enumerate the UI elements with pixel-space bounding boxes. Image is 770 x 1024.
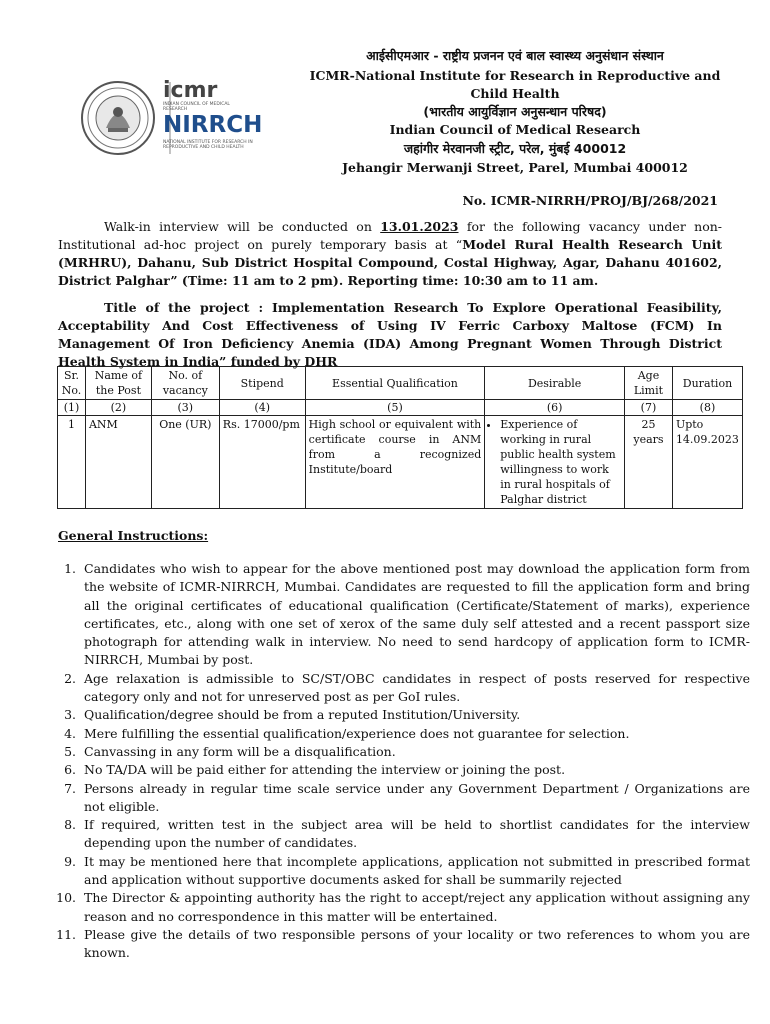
desirable-item: • Experience of working in rural public health system willingness to work in rural hospitals of Palghar district	[500, 417, 621, 507]
list-item: 7. Persons already in regular time scale service under any Government Department / Organizations are not eligible.	[80, 780, 750, 817]
list-item: 9. It may be mentioned here that incomplete applications, application not submitted in prescribed format and application without supportive documents asked for shall be summarily rejected	[80, 853, 750, 890]
header-english-line2: Indian Council of Medical Research	[389, 122, 641, 137]
header-hindi-line2: (भारतीय आयुर्विज्ञान अनुसन्धान परिषद)	[423, 104, 607, 119]
list-item: 10. The Director & appointing authority has the right to accept/reject any application without assigning any reason and no correspondence in this matter will be entertained.	[80, 889, 750, 926]
col-number: (2)	[85, 400, 151, 416]
header-vacancy: No. of vacancy	[151, 367, 219, 400]
col-number: (3)	[151, 400, 219, 416]
nirrch-subtitle: NATIONAL INSTITUTE FOR RESEARCH IN REPRODUCTIVE AND CHILD HEALTH	[163, 140, 253, 150]
icmr-subtitle: INDIAN COUNCIL OF MEDICAL RESEARCH	[163, 102, 230, 112]
cell-stipend: Rs. 17000/pm	[219, 416, 305, 509]
intro-paragraph	[58, 218, 722, 290]
header-qualification: Essential Qualification	[305, 367, 485, 400]
interview-date: 13.01.2023	[380, 219, 459, 234]
col-number: (7)	[625, 400, 673, 416]
cell-post: ANM	[85, 416, 151, 509]
list-item: 2. Age relaxation is admissible to SC/ST/OBC candidates in respect of posts reserved for respective category only and not for unreserved post as per GoI rules.	[80, 670, 750, 707]
vacancy-table	[57, 366, 743, 509]
list-item: 11. Please give the details of two responsible persons of your locality or two references to whom you are known.	[80, 926, 750, 963]
list-item: 6. No TA/DA will be paid either for attending the interview or joining the post.	[80, 761, 750, 779]
intro-venue: Model Rural Health Research Unit (MRHRU), Dahanu, Sub District Hospital Compound, Costal Highway, Agar, Dahanu 401602, District Palghar” (Time: 11 am to 2 pm). Reporting time: 10:30 am to 11 am.	[58, 237, 722, 288]
list-item: 1. Candidates who wish to appear for the above mentioned post may download the application form from the website of ICMR-NIRRCH, Mumbai. Candidates are requested to fill the application form and bring all the original certificates of educational qualification (Certificate/Statement of marks), experience certificates, etc., along with one set of xerox of the same duly self attested and a recent passport size photograph for attending walk in interview. No need to send hardcopy of application form to ICMR-NIRRCH, Mumbai by post.	[80, 560, 750, 670]
header-english-line3: Jehangir Merwanji Street, Parel, Mumbai 400012	[342, 160, 688, 175]
cell-vacancy: One (UR)	[151, 416, 219, 509]
header-english-line1: ICMR-National Institute for Research in Reproductive and Child Health	[309, 68, 721, 101]
table-number-row	[58, 400, 743, 416]
reference-number: No. ICMR-NIRRH/PROJ/BJ/268/2021	[462, 193, 718, 208]
header-age-limit: Age Limit	[625, 367, 673, 400]
nirrch-wordmark: NIRRCH	[163, 112, 263, 138]
list-item: 3. Qualification/degree should be from a reputed Institution/University.	[80, 706, 750, 724]
list-item: 4. Mere fulfilling the essential qualification/experience does not guarantee for selection.	[80, 725, 750, 743]
col-number: (5)	[305, 400, 485, 416]
instructions-list	[58, 560, 750, 963]
header-stipend: Stipend	[219, 367, 305, 400]
intro-text1: Walk-in interview will be conducted on	[104, 219, 381, 234]
icmr-wordmark: icmr	[163, 78, 218, 103]
cell-sr: 1	[58, 416, 86, 509]
header-duration: Duration	[672, 367, 742, 400]
list-item: 8. If required, written test in the subject area will be held to shortlist candidates for the interview depending upon the number of candidates.	[80, 816, 750, 853]
header-desirable: Desirable	[485, 367, 625, 400]
instructions-title: General Instructions:	[58, 528, 209, 543]
col-number: (4)	[219, 400, 305, 416]
col-number: (6)	[485, 400, 625, 416]
project-title: Title of the project : Implementation Research To Explore Operational Feasibility, Acceptability And Cost Effectiveness of Using IV Ferric Carboxy Maltose (FCM) In Management Of Iron Deficiency Anemia (IDA) Among Pregnant Women Through District Health System in India” funded by DHR	[58, 300, 722, 369]
institute-logo	[78, 78, 278, 158]
header-sr-no: Sr. No.	[58, 367, 86, 400]
cell-desirable	[485, 416, 625, 509]
header-post-name: Name of the Post	[85, 367, 151, 400]
table-row	[58, 416, 743, 509]
cell-duration: Upto 14.09.2023	[672, 416, 742, 509]
header-hindi-line1: आईसीएमआर - राष्ट्रीय प्रजनन एवं बाल स्वास्थ्य अनुसंधान संस्थान	[366, 48, 664, 63]
intro-text2: for the following vacancy under non-Institutional ad-hoc project on purely temporary basis at “	[58, 219, 722, 252]
col-number: (8)	[672, 400, 742, 416]
cell-age: 25 years	[625, 416, 673, 509]
header-hindi-line3: जहांगीर मेरवानजी स्ट्रीट, परेल, मुंबई 400012	[403, 141, 627, 156]
cell-qualification: High school or equivalent with certificate course in ANM from a recognized Institute/board	[305, 416, 485, 509]
list-item: 5. Canvassing in any form will be a disqualification.	[80, 743, 750, 761]
table-header-row	[58, 367, 743, 400]
col-number: (1)	[58, 400, 86, 416]
